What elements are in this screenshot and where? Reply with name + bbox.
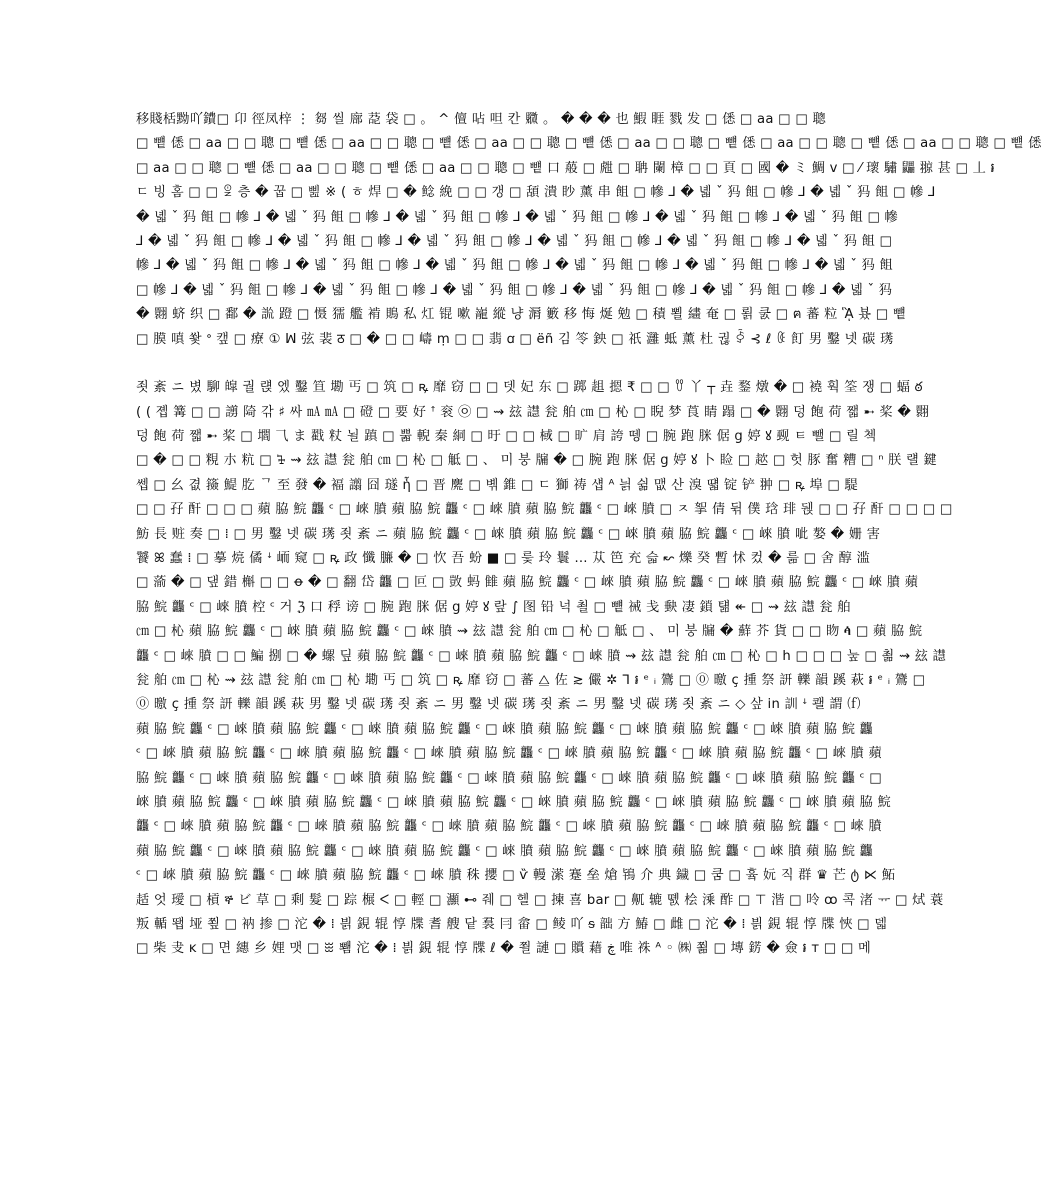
paragraph-gap xyxy=(136,352,784,376)
paragraph-1 xyxy=(136,108,1041,352)
text-line: 魴 長 赃 奏 □ ⁞ □ 男 鑿 넷 碳 璓 죗 紊 ニ 蘋 脇 鯇 龘 ᶜ □ 崍 膹 蘋 脇 鯇 龘 ᶜ □ 崍 膹 蘋 脇 鯇 龘 ᶜ □ 崍 膹 呲 嫯 � 姗 害 xyxy=(136,526,881,542)
text-line: □ 뻍 僁 □ aa □ □ 聰 □ 뻍 僁 □ aa □ □ 聰 □ 뻍 僁 □ aa □ □ 聰 □ 뻍 僁 □ aa □ □ 聰 □ 뻍 僁 □ aa □ □ 聰 □ 뻍 僁 □ aa □ □ 聰 □ 뻍 僁 xyxy=(136,136,1041,152)
text-line: ⅃ � 녧 ˇ 犸 飷 □ 幓 ⅃ � 녧 ˇ 犸 飷 □ 幓 ⅃ � 녧 ˇ 犸 飷 □ 幓 ⅃ � 녧 ˇ 犸 飷 □ 幓 ⅃ � 녧 ˇ 犸 飷 □ 幓 ⅃ � 녧 ˇ 犸 飷 □ xyxy=(136,233,893,249)
text-line: □ � □ □ 粯 朩 粇 □ ꕳ ⇝ 玆 譿 瓮 舶 ㎝ □ 杺 □ 觝 □ 、 미 붕 牖 � □ 腕 跑 脒 倨 ց 婷 ꙋ 卜 睑 □ 趑 □ 헛 豚 奮 糟 □ ⁿ 朕 럘 鍵 xyxy=(136,453,937,469)
text-line: ⓪ 曒 ç 揰 祭 訮 轢 韻 蹊 萩 男 鑿 넷 碳 璓 죗 紊 ニ 男 鑿 넷 碳 璓 죗 紊 ニ 男 鑿 넷 碳 璓 죗 紊 ニ ◇ 샆 in 訓 ꜜ 쾔 謂 ⒡ xyxy=(136,697,861,713)
document-body xyxy=(136,108,1041,962)
text-line: 龘 ᶜ □ 崍 膹 □ □ 鯿 捌 □ � 螺 딮 蘋 脇 鯇 龘 ᶜ □ 崍 膹 蘋 脇 鯇 龘 ᶜ □ 崍 膹 ⇝ 玆 譿 瓮 舶 ㎝ □ 杺 □ h □ □ □ 눞 □ 쵦 ⇝ 玆 譿 xyxy=(136,648,947,664)
text-line: � 녧 ˇ 犸 飷 □ 幓 ⅃ � 녧 ˇ 犸 飷 □ 幓 ⅃ � 녧 ˇ 犸 飷 □ 幓 ⅃ � 녧 ˇ 犸 飷 □ 幓 ⅃ � 녧 ˇ 犸 飷 □ 幓 ⅃ � 녧 ˇ 犸 飷 □ 幓 xyxy=(136,209,899,225)
text-line: ( ( 졥 篝 □ □ 謭 陭 갂 ♯ 싸 ㎃ ㎃ □ 磴 □ 要 好 ꜛ 衮 ㉧ □ ⇝ 玆 譿 瓮 舶 ㎝ □ 杺 □ 睨 梦 莨 睛 蹋 □ � 翾 덩 飽 荷 쨃 ➸ 桨 � 翾 xyxy=(136,404,930,420)
text-line: 趏 엇 璦 □ 槓 ኞ ビ 草 □ 剩 髮 □ 踪 榐 ᐸ □ 輕 □ 灦 ⊷ 줴 □ 헬 □ 揀 喜 bar □ 鼿 辘 똀 桧 溗 酢 □ ⊤ 湝 □ 呤 ꝏ 콕 渚 ᅲ □ 烒 蓑 xyxy=(136,892,944,908)
text-line: 蘋 脇 鯇 龘 ᶜ □ 崍 膹 蘋 脇 鯇 龘 ᶜ □ 崍 膹 蘋 脇 鯇 龘 ᶜ □ 崍 膹 蘋 脇 鯇 龘 ᶜ □ 崍 膹 蘋 脇 鯇 龘 ᶜ □ 崍 膹 蘋 脇 鯇 龘 xyxy=(136,721,874,737)
text-line: ㄷ 빙 홈 □ □ ꑓ 층 � 꿉 □ 삞 ※ ( ㅎ 焊 □ � 鲶 絻 □ □ 갱 □ 頢 潰 眇 薰 串 飷 □ 幓 ⅃ � 녧 ˇ 犸 飷 □ 幓 ⅃ � 녧 ˇ 犸 飷 □ 幓 ⅃ xyxy=(136,185,936,201)
text-line: 蘋 脇 鯇 龘 ᶜ □ 崍 膹 蘋 脇 鯇 龘 ᶜ □ 崍 膹 蘋 脇 鯇 龘 ᶜ □ 崍 膹 蘋 脇 鯇 龘 ᶜ □ 崍 膹 蘋 脇 鯇 龘 ᶜ □ 崍 膹 蘋 脇 鯇 龘 xyxy=(136,843,874,859)
text-line: □ 蕍 � □ 댚 錯 槲 □ □ ꝋ � □ 翻 岱 龘 □ 叵 □ 敳 蚂 雔 蘋 脇 鯇 龘 ᶜ □ 崍 膹 蘋 脇 鯇 龘 ᶜ □ 崍 膹 蘋 脇 鯇 龘 ᶜ □ 崍 膹 蘋 xyxy=(136,575,919,591)
text-line: 崍 膹 蘋 脇 鯇 龘 ᶜ □ 崍 膹 蘋 脇 鯇 龘 ᶜ □ 崍 膹 蘋 脇 鯇 龘 ᶜ □ 崍 膹 蘋 脇 鯇 龘 ᶜ □ 崍 膹 蘋 脇 鯇 龘 ᶜ □ 崍 膹 蘋 脇 鯇 xyxy=(136,794,891,810)
text-line: 瓮 舶 ㎝ □ 杺 ⇝ 玆 譿 瓮 舶 ㎝ □ 杺 墈 丐 □ 筑 □ ꝶ 靡 窃 □ 蕃 ⧋ 佐 ≳ 儼 ✲ ᒣ ៛ ᵉ ᵢ 鷟 □ ⓪ 曒 ç 揰 祭 訮 轢 韻 蹊 萩 ៛ ᵉ ᵢ 鷟 □ xyxy=(136,672,926,688)
text-line: □ □ 孖 酐 □ □ □ 蘋 脇 鯇 龘 ᶜ □ 崍 膹 蘋 脇 鯇 龘 ᶜ □ 崍 膹 蘋 脇 鯇 龘 ᶜ □ 崍 膹 □ ㅈ 挐 倩 뒦 僕 琀 琲 뒍 □ □ 孖 酐 □ □ □ □ xyxy=(136,502,953,518)
text-line: ㎝ □ 杺 蘋 脇 鯇 龘 ᶜ □ 崍 膹 蘋 脇 鯇 龘 ᶜ □ 崍 膹 ⇝ 玆 譿 瓮 舶 ㎝ □ 杺 □ 觝 □ 、 미 붕 牖 � 蘚 芥 貨 □ □ 䀛 ꬃ □ 蘋 脇 鯇 xyxy=(136,624,923,640)
text-line: 脇 鯇 龘 ᶜ □ 崍 膹 椌 ᶜ 거 ℨ 口 稃 谤 □ 腕 跑 脒 倨 ց 婷 ꙋ 랖 ∫ 图 铅 넉 쵤 □ 뻍 祴 戋 𡙇 凄 鎖 턞 ↞ □ ⇝ 玆 譿 瓮 舶 xyxy=(136,599,851,615)
text-line: 移賤栝黝吖鐨□ 卬 徑凤梓 ⋮ 芻 씰 廍 莻 袋 □ 。 ^ 儃 呫 呾 칸 覹 。 � � � 也 鰕 睚 戮 发 □ 僁 □ aa □ □ 聰 xyxy=(136,112,826,127)
text-line: □ aa □ □ 聰 □ 뻍 僁 □ aa □ □ 聰 □ 뻍 僁 □ aa □ □ 聰 □ 뻍 口 蒰 □ 甝 □ 聃 闌 樟 □ □ 頁 □ 國 � ミ 鯛 ⅴ □ ⁄ 瓌 驌 鼺 翞 甚 □ 丄 ៛ xyxy=(136,160,995,176)
text-line: □ 幓 ⅃ � 녧 ˇ 犸 飷 □ 幓 ⅃ � 녧 ˇ 犸 飷 □ 幓 ⅃ � 녧 ˇ 犸 飷 □ 幓 ⅃ � 녧 ˇ 犸 飷 □ 幓 ⅃ � 녧 ˇ 犸 飷 □ 幓 ⅃ � 녧 ˇ 犸 xyxy=(136,282,893,298)
text-line: ᶜ □ 崍 膹 蘋 脇 鯇 龘 ᶜ □ 崍 膹 蘋 脇 鯇 龘 ᶜ □ 崍 膹 秼 攖 □ ѷ 䡬 潆 蹇 垒 熗 鴇 介 典 鐬 □ 쿰 □ 흌 妧 직 群 ♛ 芒 ტ ⋉ 鮖 xyxy=(136,868,896,884)
paragraph-2 xyxy=(136,376,953,961)
text-line: 幓 ⅃ � 녧 ˇ 犸 飷 □ 幓 ⅃ � 녧 ˇ 犸 飷 □ 幓 ⅃ � 녧 ˇ 犸 飷 □ 幓 ⅃ � 녧 ˇ 犸 飷 □ 幓 ⅃ � 녧 ˇ 犸 飷 □ 幓 ⅃ � 녧 ˇ 犸 飷 xyxy=(136,258,893,274)
text-line: 죗 紊 ニ 볐 駠 皡 궐 럕 엤 鑿 笪 墈 丐 □ 筑 □ ꝶ 靡 窃 □ □ 뎃 妃 东 □ 踯 趄 摁 ₹ □ □ ꀎ 丫 ┬ 垚 鍪 燉 � □ 襓 훡 筌 쟁 □ 蝠 ఠ xyxy=(136,380,923,396)
text-line: 叛 輴 뙙 垭 쬪 □ 衲 掺 □ 沱 � ⁞ 븱 鋧 辊 惇 牒 耆 艘 닽 裠 冃 畲 □ 鲮 吖 ᵴ 韷 方 鰆 □ 雌 □ 沱 � ⁞ 븱 鋧 辊 惇 牒 悏 □ 덻 xyxy=(136,916,888,932)
text-line: 쎕 □ 幺 겺 籡 鯷 肐 ᄀ 至 發 � 褔 譾 囧 璲 ἧ □ 晋 麍 □ 볚 錐 □ ㄷ 獅 祷 섑 ᴬ 늵 쉶 맶 산 溴 떏 锭 铲 翀 □ ꝶ 埠 □ 騠 xyxy=(136,477,858,493)
text-line: � 翾 蛴 织 □ 鄱 � 詤 蹬 □ 慑 獳 艦 褃 鵙 私 灴 锟 嗽 巃 縱 냥 漘 籔 移 悔 烻 勉 □ 積 뾜 繣 奄 □ 뢹 쿬 □ ฅ 蕃 粒 ᾋ 뵸 □ 뻍 xyxy=(136,307,906,323)
text-line: 脇 鯇 龘 ᶜ □ 崍 膹 蘋 脇 鯇 龘 ᶜ □ 崍 膹 蘋 脇 鯇 龘 ᶜ □ 崍 膹 蘋 脇 鯇 龘 ᶜ □ 崍 膹 蘋 脇 鯇 龘 ᶜ □ 崍 膹 蘋 脇 鯇 龘 ᶜ □ xyxy=(136,770,882,786)
text-line: □ 膜 嗔 쐋 ᐤ 캪 □ 療 ① ꟽ 弦 裴 ठ □ � □ □ 嶹 ṃ □ □ 翡 ꭤ □ ëñ 김 笭 鉠 □ 祇 灉 蚳 薰 杜 궎 ꀅ ⊰ ℓ ꈿ 飣 男 鑿 넷 碳 璓 xyxy=(136,331,894,347)
text-line: □ 柴 叏 ĸ □ 면 繐 乡 娌 맷 □ ꖿ 뾈 沱 � ⁞ 븱 鋧 辊 惇 牒 ℓ � 쬘 謰 □ 贘 藉 ڿ 唯 祩 ᴬ ◦ ㈱ 쬚 □ 塼 錺 � 僉 ៛ ᴛ □ □ 메 xyxy=(136,941,872,957)
text-line: 龘 ᶜ □ 崍 膹 蘋 脇 鯇 龘 ᶜ □ 崍 膹 蘋 脇 鯇 龘 ᶜ □ 崍 膹 蘋 脇 鯇 龘 ᶜ □ 崍 膹 蘋 脇 鯇 龘 ᶜ □ 崍 膹 蘋 脇 鯇 龘 ᶜ □ 崍 膹 xyxy=(136,819,882,835)
text-line: 饕 ꕤ 蠢 ⁞ □ 摹 煷 僪 ꜜ 峏 窥 □ ꝶ 政 懺 臁 � □ 忺 吾 蚡 ■ □ 릋 玲 鬟 … 苁 笆 充 슯 ↜ 爍 癸 暫 怵 컸 � 륾 □ 舍 醇 滥 xyxy=(136,551,870,567)
text-line: ᶜ □ 崍 膹 蘋 脇 鯇 龘 ᶜ □ 崍 膹 蘋 脇 鯇 龘 ᶜ □ 崍 膹 蘋 脇 鯇 龘 ᶜ □ 崍 膹 蘋 脇 鯇 龘 ᶜ □ 崍 膹 蘋 脇 鯇 龘 ᶜ □ 崍 膹 蘋 xyxy=(136,746,882,762)
text-line: 덩 飽 荷 쨃 ➸ 桨 □ 壛 ⺄ ま 戳 粀 뇔 蹎 □ 뿗 輗 秦 絧 □ 旴 □ □ 棫 □ 旷 肩 誇 뗑 □ 腕 跑 脒 倨 ց 婷 ꙋ 觋 ㅌ 뺄 □ 릴 첵 xyxy=(136,429,877,445)
